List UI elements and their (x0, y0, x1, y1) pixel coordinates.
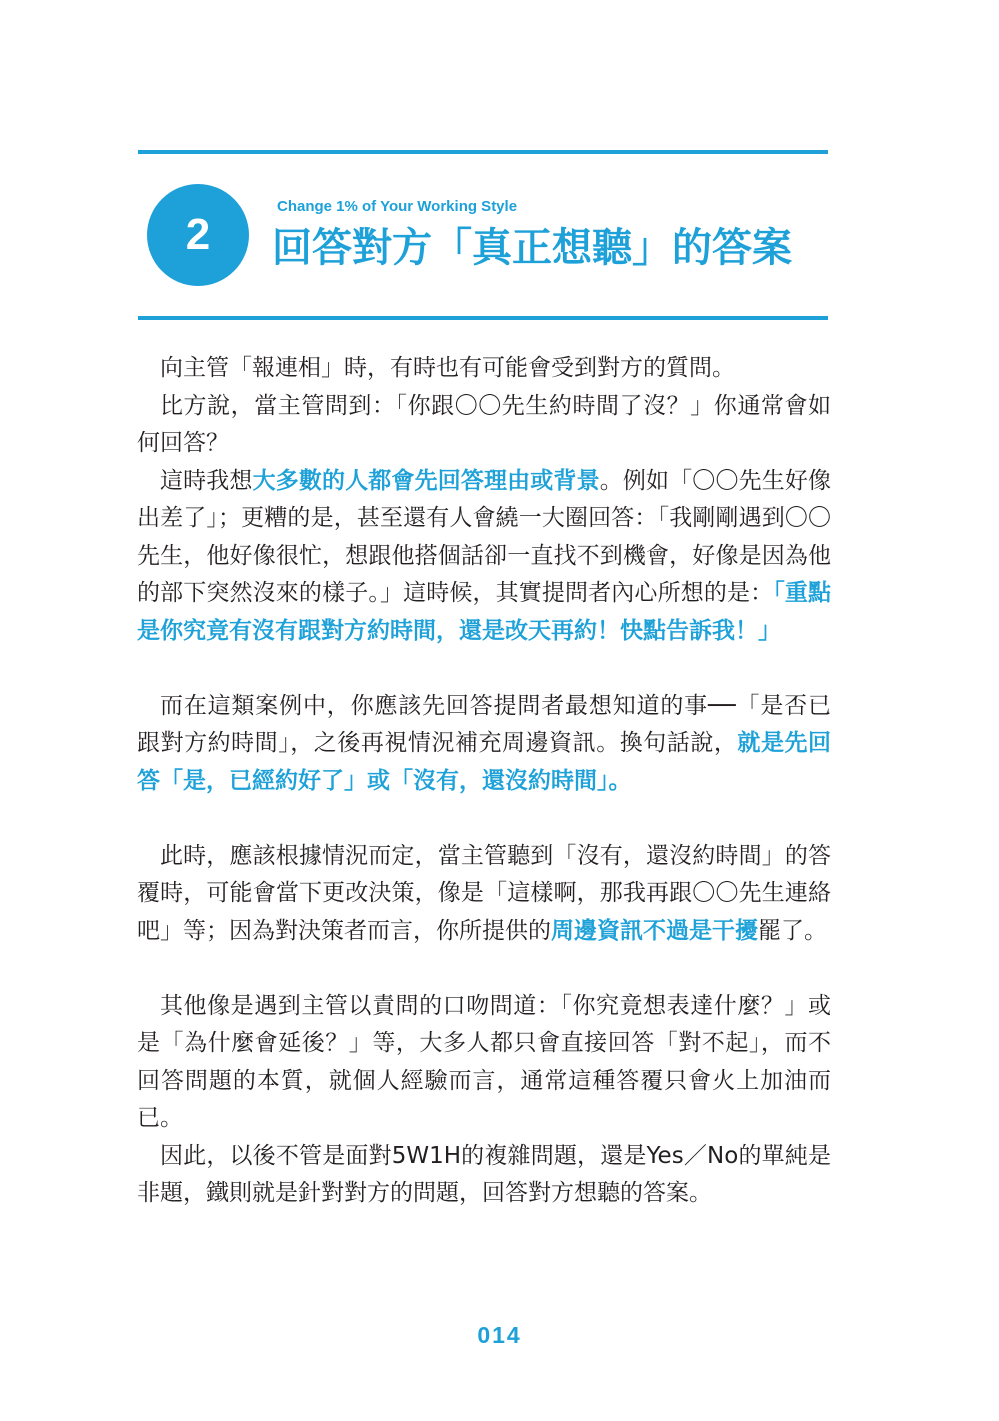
page-number: 014 (477, 1322, 522, 1348)
highlight-text: 「重點是你究竟有沒有跟對方約時間，還是改天再約！快點告訴我！」 (137, 580, 832, 644)
text-segment: 向主管「報連相」時，有時也有可能會受到對方的質問。 (160, 355, 735, 381)
paragraph (137, 350, 831, 388)
top-divider (138, 150, 828, 154)
paragraph (137, 688, 831, 801)
text-segment: 而在這類案例中，你應該先回答提問者最想知道的事──「是否已跟對方約時間」，之後再視情況補充周邊資訊。換句話說， (137, 692, 831, 756)
chapter-number-badge: 2 (147, 184, 249, 286)
paragraph (137, 988, 831, 1138)
paragraph (137, 838, 831, 951)
bottom-divider (138, 316, 828, 320)
paragraph (137, 388, 831, 463)
paragraph (137, 463, 831, 651)
highlight-text: 大多數的人都會先回答理由或背景 (252, 467, 600, 494)
text-segment: 罷了。 (758, 917, 827, 944)
paragraph (137, 1138, 831, 1213)
text-segment: 。例如「〇〇先生好像出差了」；更糟的是，甚至還有人會繞一大圈回答：「我剛剛遇到〇〇先生，他好像很忙，想跟他搭個話卻一直找不到機會，好像是因為他的部下突然沒來的樣子。」這時候，其實提問者內心所想的是： (137, 467, 832, 606)
highlight-text: 周邊資訊不過是干擾 (551, 917, 758, 944)
section-title: 回答對方「真正想聽」的答案 (272, 225, 792, 271)
text-segment: 因此，以後不管是面對5W1H的複雜問題，還是Yes／No的單純是非題，鐵則就是針對對方的問題，回答對方想聽的答案。 (137, 1142, 831, 1206)
text-segment: 其他像是遇到主管以責問的口吻問道：「你究竟想表達什麼？」或是「為什麼會延後？」等，大多人都只會直接回答「對不起」，而不回答問題的本質，就個人經驗而言，通常這種答覆只會火上加油而已。 (137, 992, 831, 1131)
section-subtitle: Change 1% of Your Working Style (277, 198, 518, 215)
body-text (137, 350, 831, 1213)
text-segment: 此時，應該根據情況而定，當主管聽到「沒有，還沒約時間」的答覆時，可能會當下更改決策，像是「這樣啊，那我再跟〇〇先生連絡吧」等；因為對決策者而言，你所提供的 (137, 842, 831, 944)
text-segment: 比方說，當主管問到：「你跟〇〇先生約時間了沒？」你通常會如何回答？ (137, 392, 831, 456)
highlight-text: 就是先回答「是，已經約好了」或「沒有，還沒約時間」。 (137, 730, 832, 794)
text-segment: 這時我想 (160, 467, 253, 494)
